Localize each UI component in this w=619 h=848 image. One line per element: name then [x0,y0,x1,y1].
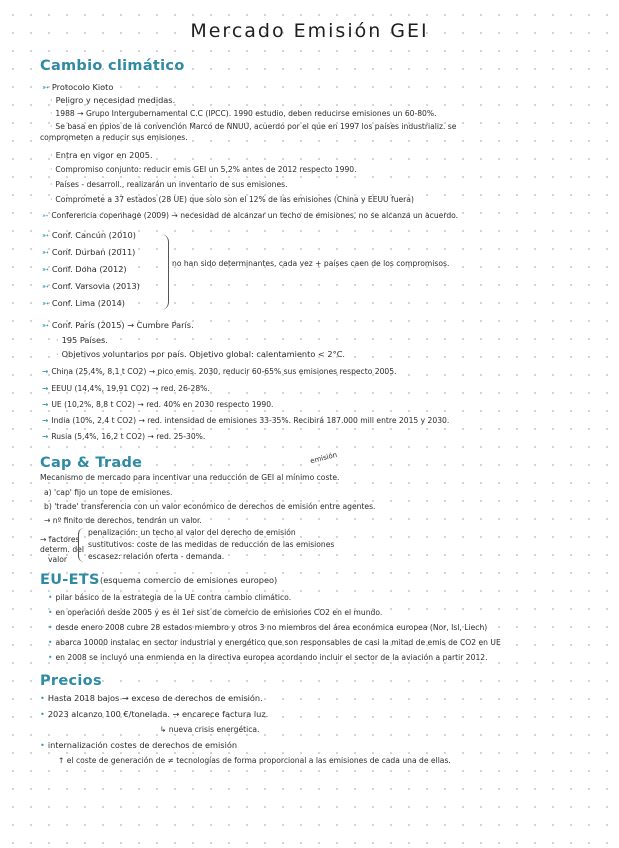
line-internalizacion: • internalización costes de derechos de emisión [40,740,238,750]
brace-conferences [160,234,169,310]
line-compromiso: · Compromiso conjunto: reducir emis GEI un 5,2% antes de 2012 respecto 1990. [50,165,357,174]
brace-note: no han sido determinantes, cada vez + países caen de los compromisos. [172,259,450,268]
line-cap: a) 'cap' fijo un tope de emisiones. [44,488,173,497]
arrow-icon: ➳ [42,247,49,257]
arrow-icon: ➳ [42,298,49,308]
line-abarca: • abarca 10000 instalac en sector industrial y energético que son responsables de casi la mitad de emis de CO2 en UE [48,638,501,647]
bullet-icon: · [50,165,53,174]
line-coste: ↑ el coste de generación de ≠ tecnologías de forma proporcional a las emisiones de cada una de ellas. [58,756,451,765]
line-paises: · Países - desarroll., realizarán un inventario de sus emisiones. [50,180,288,189]
line-trade: b) 'trade' transferencia con un valor económico de derechos de emisión entre agentes. [44,502,376,511]
line-india: → India (10%, 2,4 t CO2) → red. intensidad de emisiones 33-35%. Recibirá 187.000 mill entre 2015 y 2030. [42,416,450,425]
line-copenhague: ➳ Conferencia copenhage (2009) → necesidad de alcanzar un techo de emisiones, no se alcanza un acuerdo. [42,211,459,220]
bullet-icon: • [40,740,45,750]
heading-cambio-climatico: Cambio climático [40,58,185,74]
line-compromete: · Compromete a 37 estados (28 UE) que solo son el 12% de las emisiones (China y EEUU fuera) [50,195,414,204]
line-mecanismo: Mecanismo de mercado para incentivar una reducción de GEI al mínimo coste. [40,473,340,482]
bullet-icon: · [50,195,53,204]
bullet-icon: · [50,95,53,105]
arrow-icon: → [42,400,49,409]
heading-eu-ets-subtitle: (esquema comercio de emisiones europeo) [100,575,278,585]
line-objetivos: · Objetivos voluntarios por país. Objetivo global: calentamiento < 2°C. [56,349,346,359]
heading-cap-trade: Cap & Trade [40,455,143,471]
line-195-paises: · 195 Países. [56,335,108,345]
bullet-icon: · [50,122,53,131]
line-rusia: → Rusia (5,4%, 16,2 t CO2) → red. 25-30%. [42,432,206,441]
line-hasta-2018: • Hasta 2018 bajos → exceso de derechos de emisión. [40,693,263,703]
line-ue: → UE (10,2%, 8,8 t CO2) → red. 40% en 2030 respecto 1990. [42,400,274,409]
bullet-icon: • [40,693,45,703]
page-title: Mercado Emisión GEI [190,20,429,42]
arrow-icon: ➳ [42,82,49,92]
bullet-icon: · [56,349,59,359]
line-conf-lima: ➳ Conf. Lima (2014) [42,298,125,308]
arrow-icon: → [42,367,49,376]
line-factores: → factores [40,535,80,544]
line-comprometen: comprometen a reducir sus emisiones. [40,133,188,142]
brace-factores [78,528,85,562]
arrow-icon: ➳ [42,264,49,274]
bullet-icon: · [50,150,53,160]
line-escasez: escasez: relación oferta - demanda. [88,552,225,561]
line-valor: valor [48,555,68,564]
annotation-emision: emisión [309,450,338,466]
arrow-icon: → [42,384,49,393]
line-pilar: • pilar básico de la estrategia de la UE contra cambio climático. [48,593,292,602]
line-conf-varsovia: ➳ Conf. Varsovia (2013) [42,281,140,291]
arrow-icon: → [42,416,49,425]
line-crisis: ↳ nueva crisis energética. [160,725,260,734]
line-conf-cancun: ➳ Conf. Cancún (2010) [42,230,136,240]
arrow-icon: ➳ [42,281,49,291]
arrow-icon: ➳ [42,211,49,220]
line-sustitutivos: sustitutivos: coste de las medidas de reducción de las emisiones [88,540,335,549]
bullet-icon: • [40,709,45,719]
bullet-icon: · [50,180,53,189]
line-vigor: · Entra en vigor en 2005. [50,150,153,160]
arrow-icon: → [42,432,49,441]
line-1988: · 1988 → Grupo Intergubernamental C.C (IPCC). 1990 estudio, deben reducirse emisiones un 60-80%. [50,109,437,118]
line-n-finito: → nº finito de derechos, tendrán un valor. [44,516,202,525]
line-conf-doha: ➳ Conf. Doha (2012) [42,264,127,274]
arrow-icon: ➳ [42,230,49,240]
bullet-icon: • [48,593,53,602]
bullet-icon: · [50,109,53,118]
arrow-icon: ➳ [42,320,49,330]
line-china: → China (25,4%, 8,1 t CO2) → pico emis. 2030, reducir 60-65% sus emisiones respecto 2005. [42,367,397,376]
line-operacion: • en operación desde 2005 y es el 1er sist de comercio de emisiones CO2 en el mundo. [48,608,383,617]
line-conf-paris: ➳ Conf. París (2015) → Cumbre París. [42,320,194,330]
bullet-icon: • [48,608,53,617]
bullet-icon: • [48,623,53,632]
line-2023: • 2023 alcanzo 100 €/tonelada. → encarece factura luz. [40,709,269,719]
heading-precios: Precios [40,673,102,689]
line-penalizacion: penalización: un techo al valor del derecho de emisión [88,528,296,537]
line-ppios: · Se basa en ppios de la convención Marco de NNUU, acuerdo por el que en 1997 los países industrializ. se [50,122,457,131]
bullet-icon: • [48,638,53,647]
line-determ: determ. del [40,545,84,554]
line-eeuu: → EEUU (14,4%, 19,91 CO2) → red. 26-28%. [42,384,210,393]
bullet-icon: · [56,335,59,345]
line-desde-2008: • desde enero 2008 cubre 28 estados miembro y otros 3 no miembros del área económica europea (Nor, Isl, Liech) [48,623,488,632]
line-protocolo-kioto: ➳ Protocolo Kioto [42,82,114,92]
line-peligro: · Peligro y necesidad medidas. [50,95,176,105]
heading-eu-ets: EU-ETS [40,572,100,588]
line-conf-durban: ➳ Conf. Durban (2011) [42,247,136,257]
line-enmienda: • en 2008 se incluyó una enmienda en la directiva europea acordando incluir el sector de la aviación a partir 2012. [48,653,488,662]
bullet-icon: • [48,653,53,662]
